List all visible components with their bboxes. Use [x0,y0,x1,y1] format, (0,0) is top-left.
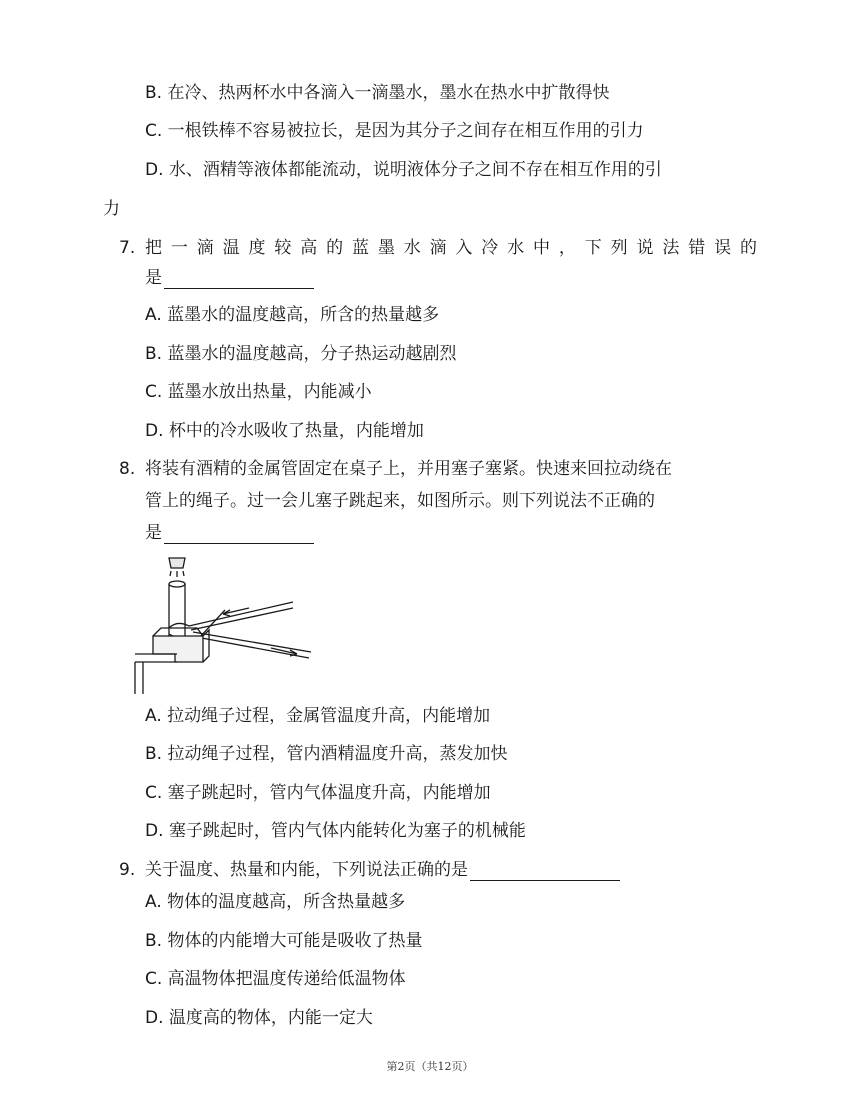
q9-option-c: C. 高温物体把温度传递给低温物体 [145,969,406,989]
question-7-stem: 把一滴温度较高的蓝墨水滴入冷水中，下列说法错误的 [145,238,757,258]
question-9-stem: 关于温度、热量和内能，下列说法正确的是 [145,860,468,880]
q8-option-b: B. 拉动绳子过程，管内酒精温度升高，蒸发加快 [145,744,508,764]
question-8-stem-line2: 管上的绳子。过一会儿塞子跳起来，如图所示。则下列说法不正确的 [145,491,655,511]
q7-option-c: C. 蓝墨水放出热量，内能减小 [145,382,372,402]
question-8-stem-end: 是 [145,523,162,543]
q7-option-d: D. 杯中的冷水吸收了热量，内能增加 [145,421,424,441]
q7-option-a: A. 蓝墨水的温度越高，所含的热量越多 [145,305,440,325]
question-8-stem-line1: 将装有酒精的金属管固定在桌子上，并用塞子塞紧。快速来回拉动绕在 [145,459,672,479]
q9-option-a: A. 物体的温度越高，所含热量越多 [145,892,406,912]
q8-option-a: A. 拉动绳子过程，金属管温度升高，内能增加 [145,706,491,726]
question-8-stem-line3 [145,522,314,544]
question-7-stem-end: 是 [145,268,162,288]
answer-blank-q7[interactable] [164,271,314,289]
option-c: C. 一根铁棒不容易被拉长，是因为其分子之间存在相互作用的引力 [145,121,644,141]
q8-option-c: C. 塞子跳起时，管内气体温度升高，内能增加 [145,783,491,803]
option-d-continuation: 力 [103,199,120,219]
question-8-number: 8. [119,459,136,479]
tube-rope-diagram [133,556,313,694]
q7-option-b: B. 蓝墨水的温度越高，分子热运动越剧烈 [145,344,457,364]
q8-option-d: D. 塞子跳起时，管内气体内能转化为塞子的机械能 [145,821,526,841]
answer-blank-q9[interactable] [470,863,620,881]
page-footer: 第2页（共12页） [386,1060,474,1073]
q9-option-d: D. 温度高的物体，内能一定大 [145,1008,373,1028]
experiment-figure [133,556,313,694]
stopper-icon [169,558,185,568]
question-7-stem-line2 [145,267,314,289]
option-d: D. 水、酒精等液体都能流动，说明液体分子之间不存在相互作用的引 [145,160,662,180]
question-7-number: 7. [119,238,136,258]
answer-blank-q8[interactable] [164,526,314,544]
question-9-stem-line [145,859,620,881]
question-9-number: 9. [119,860,136,880]
option-b: B. 在冷、热两杯水中各滴入一滴墨水，墨水在热水中扩散得快 [145,83,610,103]
q9-option-b: B. 物体的内能增大可能是吸收了热量 [145,931,423,951]
